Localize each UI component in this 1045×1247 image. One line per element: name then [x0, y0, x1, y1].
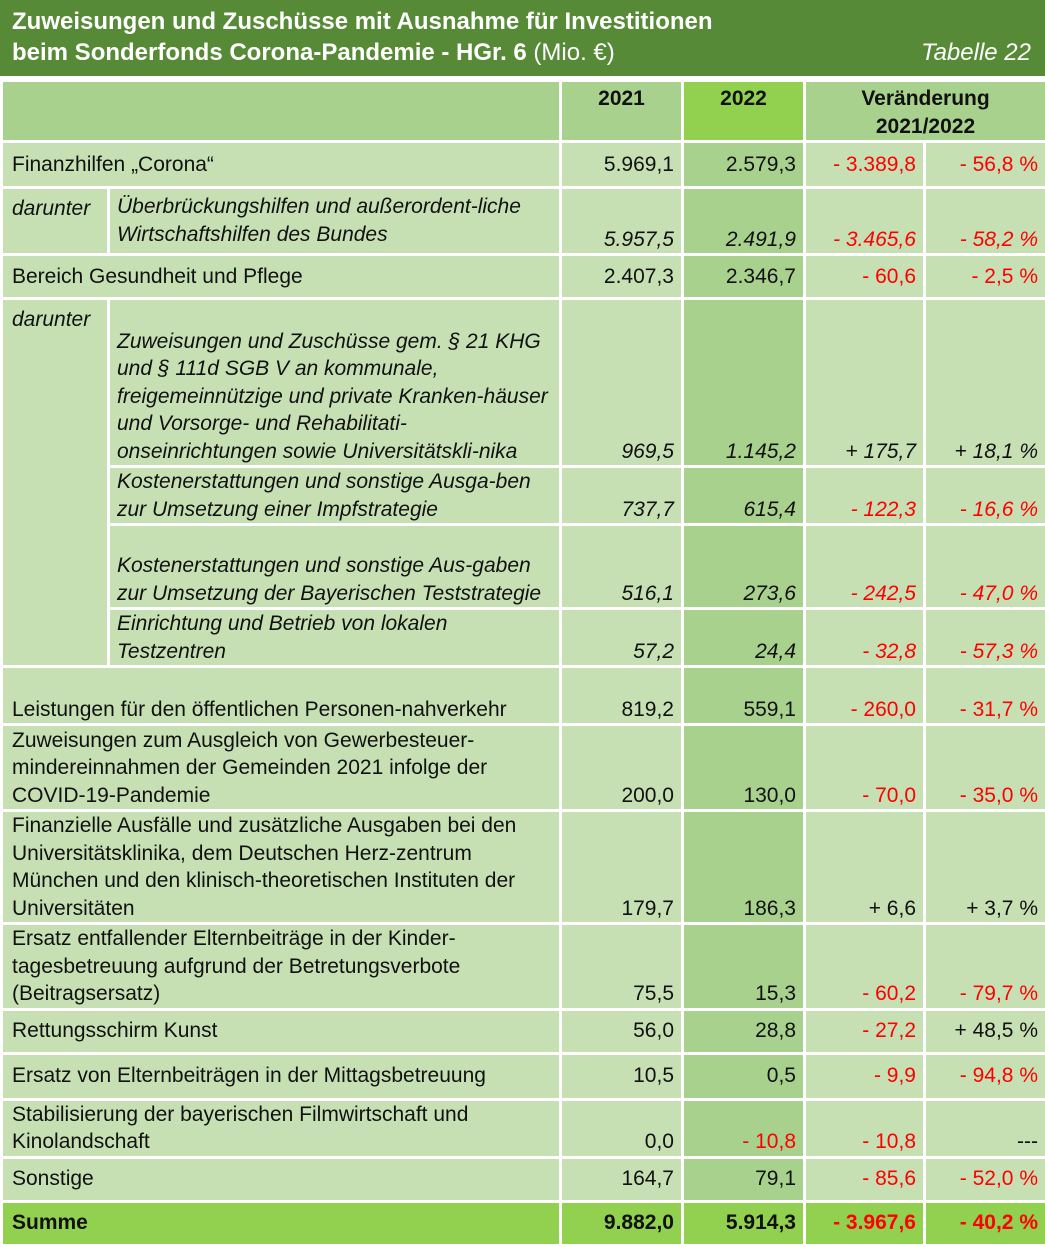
value-2021: 2.407,3	[561, 255, 683, 299]
change-absolute: - 122,3	[805, 467, 925, 525]
table-row	[2, 667, 1045, 725]
table-row	[2, 142, 1045, 188]
value-2022: - 10,8	[683, 1099, 805, 1157]
change-percent: - 56,8 %	[925, 142, 1045, 188]
value-2022: 79,1	[683, 1157, 805, 1201]
header-row	[2, 81, 1045, 142]
row-label: Einrichtung und Betrieb von lokalen Testzentren	[109, 609, 561, 667]
change-absolute: - 60,6	[805, 255, 925, 299]
data-table	[0, 79, 1045, 1247]
value-2021: 737,7	[561, 467, 683, 525]
table-row	[2, 725, 1045, 811]
value-2021: 0,0	[561, 1099, 683, 1157]
sum-2021: 9.882,0	[561, 1201, 683, 1245]
table-row	[2, 1053, 1045, 1099]
value-2022: 273,6	[683, 525, 805, 609]
value-2022: 28,8	[683, 1009, 805, 1053]
value-2022: 615,4	[683, 467, 805, 525]
value-2021: 179,7	[561, 811, 683, 924]
row-label: Überbrückungshilfen und außerordent-liche Wirtschaftshilfen des Bundes	[109, 188, 561, 255]
value-2021: 969,5	[561, 299, 683, 467]
row-label: Zuweisungen und Zuschüsse gem. § 21 KHG und § 111d SGB V an kommunale, freigemeinnützige und private Kranken-häuser und Vorsorge- und Rehabilitati-onseinrichtungen sowie Universitätskli-nika	[109, 299, 561, 467]
table-row	[2, 1009, 1045, 1053]
value-2022: 0,5	[683, 1053, 805, 1099]
value-2021: 819,2	[561, 667, 683, 725]
row-label: Rettungsschirm Kunst	[2, 1009, 561, 1053]
value-2021: 200,0	[561, 725, 683, 811]
row-label: Finanzielle Ausfälle und zusätzliche Ausgaben bei den Universitätsklinika, dem Deutschen Herz-zentrum München und den klinisch-theoretischen Instituten der Universitäten	[2, 811, 561, 924]
header-2022: 2022	[683, 81, 805, 142]
change-percent: + 18,1 %	[925, 299, 1045, 467]
row-label: Kostenerstattungen und sonstige Ausga-ben zur Umsetzung einer Impfstrategie	[109, 467, 561, 525]
value-2022: 2.579,3	[683, 142, 805, 188]
change-percent: - 47,0 %	[925, 525, 1045, 609]
table-row	[2, 525, 1045, 609]
sum-label: Summe	[2, 1201, 561, 1245]
change-percent: - 31,7 %	[925, 667, 1045, 725]
change-absolute: + 6,6	[805, 811, 925, 924]
change-absolute: - 260,0	[805, 667, 925, 725]
header-change	[805, 81, 1045, 142]
row-label: Finanzhilfen „Corona“	[2, 142, 561, 188]
value-2022: 186,3	[683, 811, 805, 924]
sum-change-percent: - 40,2 %	[925, 1201, 1045, 1245]
header-label-cell	[2, 81, 561, 142]
change-absolute: - 60,2	[805, 924, 925, 1010]
change-absolute: - 3.465,6	[805, 188, 925, 255]
change-percent: + 48,5 %	[925, 1009, 1045, 1053]
row-label: Ersatz von Elternbeiträgen in der Mittagsbetreuung	[2, 1053, 561, 1099]
value-2022: 24,4	[683, 609, 805, 667]
change-absolute: - 32,8	[805, 609, 925, 667]
row-label: Sonstige	[2, 1157, 561, 1201]
sum-change-absolute: - 3.967,6	[805, 1201, 925, 1245]
table-title-unit: (Mio. €)	[527, 39, 615, 66]
table-row	[2, 811, 1045, 924]
row-label: Leistungen für den öffentlichen Personen-nahverkehr	[2, 667, 561, 725]
change-absolute: - 10,8	[805, 1099, 925, 1157]
change-percent: - 2,5 %	[925, 255, 1045, 299]
table-row	[2, 299, 1045, 467]
table-title-line1: Zuweisungen und Zuschüsse mit Ausnahme für Investitionen	[12, 6, 1031, 37]
row-label: Stabilisierung der bayerischen Filmwirtschaft und Kinolandschaft	[2, 1099, 561, 1157]
darunter-label: darunter	[2, 299, 109, 667]
table-row	[2, 609, 1045, 667]
change-absolute: - 3.389,8	[805, 142, 925, 188]
change-absolute: - 9,9	[805, 1053, 925, 1099]
change-percent: - 58,2 %	[925, 188, 1045, 255]
change-absolute: - 85,6	[805, 1157, 925, 1201]
value-2022: 2.346,7	[683, 255, 805, 299]
change-percent: - 16,6 %	[925, 467, 1045, 525]
header-2021: 2021	[561, 81, 683, 142]
value-2021: 57,2	[561, 609, 683, 667]
header-change-text: Veränderung 2021/2022	[846, 85, 1006, 140]
table-row	[2, 924, 1045, 1010]
value-2022: 1.145,2	[683, 299, 805, 467]
table-title-bar	[0, 0, 1045, 76]
sum-row	[2, 1201, 1045, 1245]
change-percent: - 79,7 %	[925, 924, 1045, 1010]
change-percent: - 35,0 %	[925, 725, 1045, 811]
value-2021: 75,5	[561, 924, 683, 1010]
value-2021: 56,0	[561, 1009, 683, 1053]
sum-2022: 5.914,3	[683, 1201, 805, 1245]
row-label: Bereich Gesundheit und Pflege	[2, 255, 561, 299]
value-2021: 10,5	[561, 1053, 683, 1099]
change-percent: + 3,7 %	[925, 811, 1045, 924]
table-number-label: Tabelle 22	[921, 37, 1031, 68]
table-row	[2, 1099, 1045, 1157]
change-percent: ---	[925, 1099, 1045, 1157]
value-2021: 516,1	[561, 525, 683, 609]
value-2022: 130,0	[683, 725, 805, 811]
value-2022: 2.491,9	[683, 188, 805, 255]
row-label: Zuweisungen zum Ausgleich von Gewerbesteuer-mindereinnahmen der Gemeinden 2021 infolge der COVID-19-Pandemie	[2, 725, 561, 811]
change-absolute: - 242,5	[805, 525, 925, 609]
table-title-line2	[12, 37, 1031, 68]
value-2021: 5.957,5	[561, 188, 683, 255]
value-2022: 15,3	[683, 924, 805, 1010]
darunter-label: darunter	[2, 188, 109, 255]
table-row	[2, 255, 1045, 299]
change-absolute: - 27,2	[805, 1009, 925, 1053]
value-2021: 164,7	[561, 1157, 683, 1201]
table-row	[2, 188, 1045, 255]
table-row	[2, 467, 1045, 525]
table-row	[2, 1157, 1045, 1201]
value-2022: 559,1	[683, 667, 805, 725]
change-percent: - 52,0 %	[925, 1157, 1045, 1201]
row-label: Kostenerstattungen und sonstige Aus-gaben zur Umsetzung der Bayerischen Teststrategie	[109, 525, 561, 609]
value-2021: 5.969,1	[561, 142, 683, 188]
change-percent: - 57,3 %	[925, 609, 1045, 667]
change-absolute: - 70,0	[805, 725, 925, 811]
change-percent: - 94,8 %	[925, 1053, 1045, 1099]
table-title-text: beim Sonderfonds Corona-Pandemie - HGr. 6	[12, 39, 527, 66]
change-absolute: + 175,7	[805, 299, 925, 467]
row-label: Ersatz entfallender Elternbeiträge in der Kinder-tagesbetreuung aufgrund der Betretungsverbote (Beitragsersatz)	[2, 924, 561, 1010]
